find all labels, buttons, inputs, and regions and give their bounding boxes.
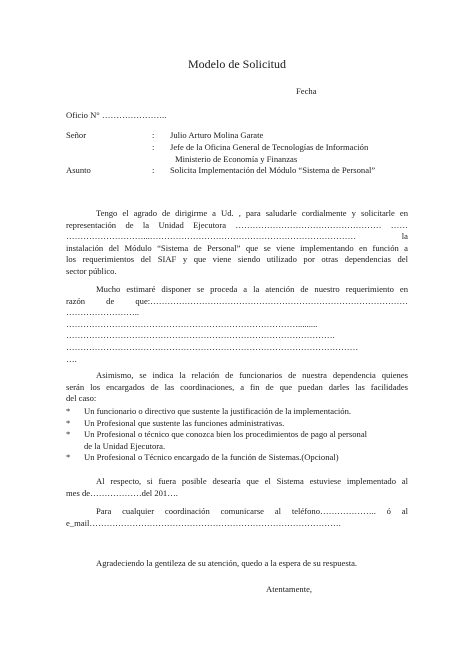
paragraph-deadline xyxy=(66,476,408,499)
paragraph-request xyxy=(66,208,408,278)
paragraph-line: Asimismo, se indica la relación de funcionarios de nuestra dependencia quienes xyxy=(96,370,408,380)
senor-label: Señor xyxy=(66,130,87,140)
bullet-star: * xyxy=(66,429,71,439)
paragraph-line: serán los encargados de las coordinaciones, a fin de que puedan darles las facilidades xyxy=(66,381,408,392)
paragraph-line: los requerimientos del SIAF y que viene siendo utilizado por otras dependencias del xyxy=(66,254,408,265)
paragraph-line: instalación del Módulo “Sistema de Personal” que se viene implementando en función a xyxy=(66,242,408,253)
list-item-text: Un Profesional que sustente las funciones administrativas. xyxy=(84,418,285,428)
list-item-text: Un Profesional o técnico que conozca bien los procedimientos de pago al personal xyxy=(84,429,368,439)
bullet-star: * xyxy=(66,406,71,416)
document-title: Modelo de Solicitud xyxy=(188,57,286,71)
paragraph-line: ………………………………………………………………………………………… xyxy=(66,341,359,352)
paragraph-line: …………………………………………………………………………………. xyxy=(66,330,335,341)
farewell: Atentamente, xyxy=(266,584,313,594)
asunto-text: Solicita Implementación del Módulo “Sistema de Personal” xyxy=(170,165,376,175)
paragraph-line: e_mail……………………………………………………………………………. xyxy=(66,517,341,528)
bullet-star: * xyxy=(66,452,71,462)
paragraph-line: mes de………………del 201…. xyxy=(66,487,178,498)
list-item xyxy=(66,452,339,464)
paragraph-line: del caso: xyxy=(66,393,97,404)
bullet-star: * xyxy=(66,418,71,428)
recipient-name: Julio Arturo Molina Garate xyxy=(170,130,264,140)
recipient-title: Jefe de la Oficina General de Tecnologías de Información xyxy=(170,142,369,152)
paragraph-line: ………………………...……………………………………………………………… la xyxy=(66,231,408,242)
list-item-text: Un funcionario o directivo que sustente la justificación de la implementación. xyxy=(84,406,352,416)
list-item-text: de la Unidad Ejecutora. xyxy=(84,440,166,451)
date-label: Fecha xyxy=(296,86,317,96)
paragraph-line: Mucho estimaré disponer se proceda a la atención de nuestro requerimiento en xyxy=(96,284,408,294)
oficio-number: Oficio N° ………………….. xyxy=(66,110,167,120)
asunto-colon: : xyxy=(152,165,155,175)
list-item-text: Un Profesional o Técnico encargado de la función de Sistemas.(Opcional) xyxy=(84,452,339,462)
list-item xyxy=(66,418,284,430)
title-colon: : xyxy=(152,142,155,152)
paragraph-line: ………………………………………………………………………......... xyxy=(66,318,318,329)
recipient-ministry: Ministerio de Economía y Finanzas xyxy=(175,154,298,164)
paragraph-reason xyxy=(66,284,408,365)
paragraph-officials xyxy=(66,370,408,405)
paragraph-line: Al respecto, si fuera posible desearía que el Sistema estuviese implementado al xyxy=(96,476,408,486)
asunto-label: Asunto xyxy=(66,165,91,175)
paragraph-line: …………………….. xyxy=(66,307,140,318)
paragraph-line: Para cualquier coordinación comunicarse al teléfono……………….. ó al xyxy=(96,506,408,516)
list-item xyxy=(66,429,367,452)
paragraph-contact xyxy=(66,506,408,529)
paragraph-line: Tengo el agrado de dirigirme a Ud. , para saludarle cordialmente y solicitarle en xyxy=(96,208,408,218)
paragraph-line: representación de la Unidad Ejecutora …………………………………………… …… xyxy=(66,219,408,230)
closing-sentence: Agradeciendo la gentileza de su atención, quedo a la espera de su respuesta. xyxy=(96,558,358,568)
paragraph-line: sector público. xyxy=(66,265,117,276)
list-item xyxy=(66,406,351,418)
senor-colon: : xyxy=(152,130,155,140)
paragraph-line: …. xyxy=(66,353,77,364)
paragraph-line: razón de que:……………………………………………………………………………… xyxy=(66,295,408,306)
